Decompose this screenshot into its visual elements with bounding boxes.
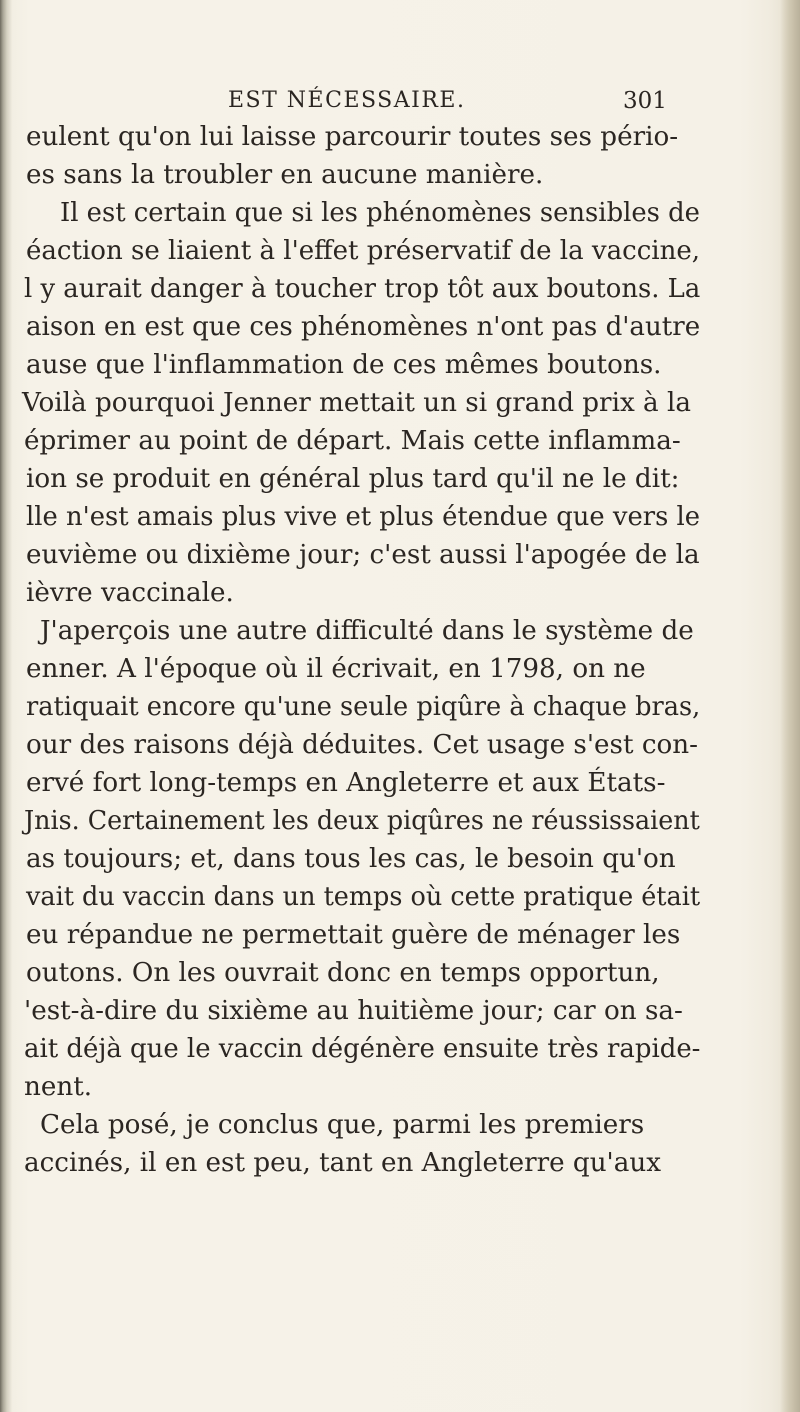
text-line: eulent qu'on lui laisse parcourir toutes ses pério- bbox=[26, 122, 679, 152]
text-line: éaction se liaient à l'effet préservatif de la vaccine, bbox=[26, 236, 701, 266]
text-line: euvième ou dixième jour; c'est aussi l'apogée de la bbox=[26, 540, 700, 570]
text-line: J'aperçois une autre difficulté dans le système de bbox=[40, 616, 694, 646]
text-line: 'est-à-dire du sixième au huitième jour; car on sa- bbox=[24, 996, 683, 1026]
text-line: ièvre vaccinale. bbox=[26, 578, 234, 608]
running-title: EST NÉCESSAIRE. bbox=[228, 88, 466, 113]
text-line: our des raisons déjà déduites. Cet usage s'est con- bbox=[26, 730, 698, 760]
text-line: ait déjà que le vaccin dégénère ensuite très rapide- bbox=[24, 1034, 701, 1064]
binding-gutter bbox=[0, 0, 12, 1412]
text-line: ratiquait encore qu'une seule piqûre à chaque bras, bbox=[26, 692, 701, 722]
text-line: enner. A l'époque où il écrivait, en 1798, on ne bbox=[26, 654, 646, 684]
text-line: aison en est que ces phénomènes n'ont pas d'autre bbox=[26, 312, 701, 342]
text-line: ause que l'inflammation de ces mêmes boutons. bbox=[26, 350, 662, 380]
text-line: nent. bbox=[24, 1072, 93, 1102]
text-line: es sans la troubler en aucune manière. bbox=[26, 160, 544, 190]
page-edge bbox=[780, 0, 800, 1412]
text-line: Il est certain que si les phénomènes sensibles de bbox=[60, 198, 700, 228]
text-line: as toujours; et, dans tous les cas, le besoin qu'on bbox=[26, 844, 676, 874]
page-number: 301 bbox=[623, 88, 667, 114]
text-line: Cela posé, je conclus que, parmi les premiers bbox=[40, 1110, 645, 1140]
text-line: lle n'est amais plus vive et plus étendue que vers le bbox=[26, 502, 701, 532]
text-line: l y aurait danger à toucher trop tôt aux boutons. La bbox=[24, 274, 701, 304]
text-line: Voilà pourquoi Jenner mettait un si grand prix à la bbox=[22, 388, 691, 418]
text-line: accinés, il en est peu, tant en Angleterre qu'aux bbox=[24, 1148, 662, 1178]
text-line: éprimer au point de départ. Mais cette inflamma- bbox=[24, 426, 681, 456]
text-line: ervé fort long-temps en Angleterre et aux États- bbox=[26, 768, 666, 798]
text-line: ion se produit en général plus tard qu'il ne le dit: bbox=[26, 464, 680, 494]
text-line: Jnis. Certainement les deux piqûres ne réussissaient bbox=[24, 806, 700, 836]
text-line: outons. On les ouvrait donc en temps opportun, bbox=[26, 958, 660, 988]
text-line: eu répandue ne permettait guère de ménager les bbox=[26, 920, 681, 950]
running-head bbox=[0, 74, 800, 114]
text-line: vait du vaccin dans un temps où cette pratique était bbox=[26, 882, 701, 912]
